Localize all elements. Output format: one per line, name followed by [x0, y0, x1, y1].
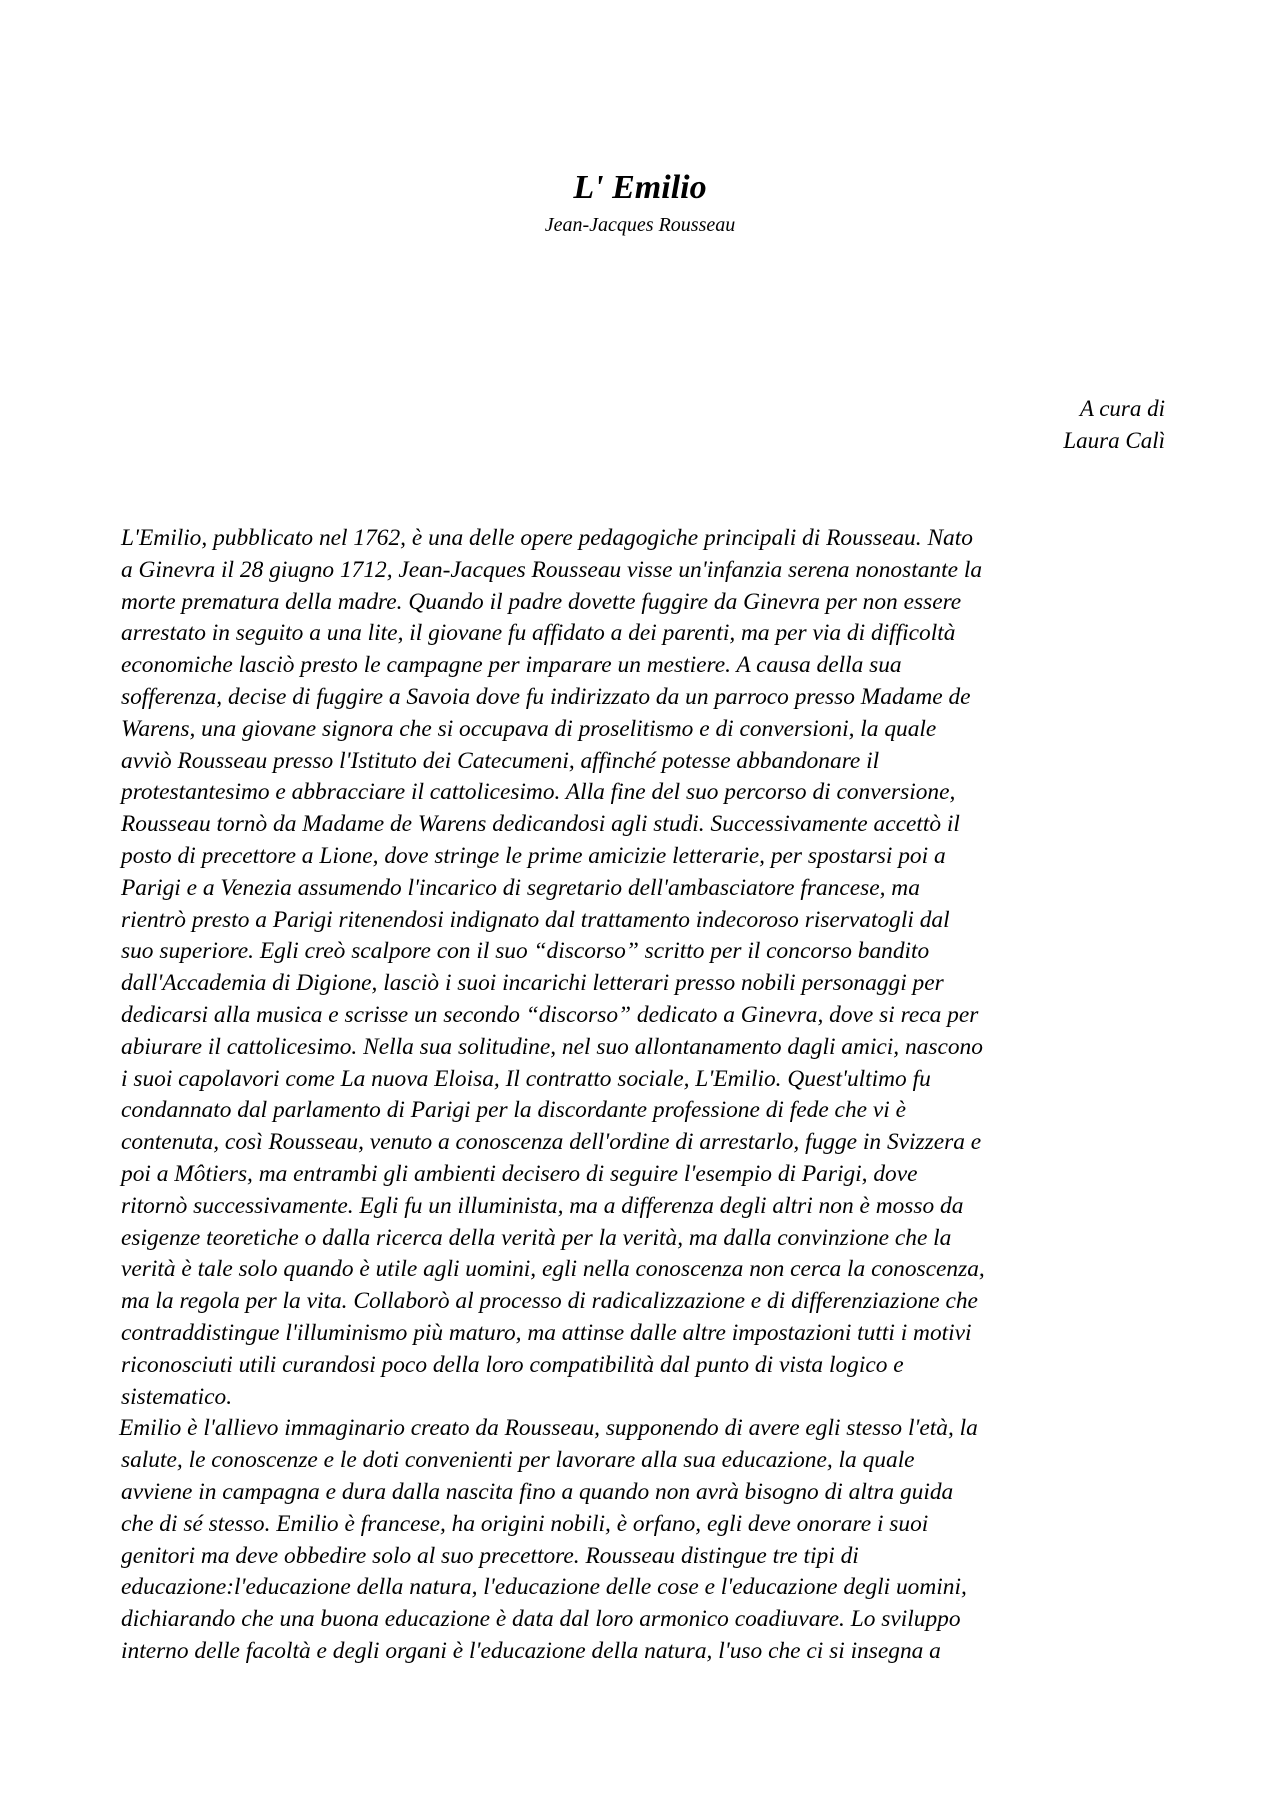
- text-line: dichiarando che una buona educazione è data dal loro armonico coadiuvare. Lo sviluppo: [121, 1606, 961, 1633]
- text-line: verità è tale solo quando è utile agli uomini, egli nella conoscenza non cerca la conoscenza,: [121, 1256, 985, 1283]
- text-line: poi a Môtiers, ma entrambi gli ambienti decisero di seguire l'esempio di Parigi, dove: [121, 1160, 918, 1187]
- document-title: L' Emilio: [573, 169, 707, 206]
- document-author: Jean-Jacques Rousseau: [544, 214, 736, 236]
- text-line: rientrò presto a Parigi ritenendosi indignato dal trattamento indecoroso riservatogli dal: [121, 906, 950, 933]
- curator-label: A cura di: [1079, 396, 1165, 421]
- text-line: riconosciuti utili curandosi poco della loro compatibilità dal punto di vista logico e: [121, 1351, 904, 1378]
- text-line: a Ginevra il 28 giugno 1712, Jean-Jacques Rousseau visse un'infanzia serena nonostante la: [121, 556, 983, 583]
- text-line: morte prematura della madre. Quando il padre dovette fuggire da Ginevra per non essere: [121, 588, 962, 615]
- text-line: contenuta, così Rousseau, venuto a conoscenza dell'ordine di arrestarlo, fugge in Svizzera e: [121, 1129, 982, 1156]
- text-line: dedicarsi alla musica e scrisse un secondo “discorso” dedicato a Ginevra, dove si reca per: [121, 1001, 979, 1028]
- text-line: avviò Rousseau presso l'Istituto dei Catecumeni, affinché potesse abbandonare il: [121, 747, 880, 774]
- text-line: Warens, una giovane signora che si occupava di proselitismo e di conversioni, la quale: [121, 715, 937, 742]
- text-line: i suoi capolavori come La nuova Eloisa, Il contratto sociale, L'Emilio. Quest'ultimo fu: [121, 1065, 931, 1092]
- text-line: economiche lasciò presto le campagne per imparare un mestiere. A causa della sua: [121, 652, 902, 679]
- text-line: suo superiore. Egli creò scalpore con il suo “discorso” scritto per il concorso bandito: [121, 938, 930, 965]
- text-line: interno delle facoltà e degli organi è l'educazione della natura, l'uso che ci si insegna a: [121, 1637, 941, 1664]
- text-line: sofferenza, decise di fuggire a Savoia dove fu indirizzato da un parroco presso Madame de: [121, 683, 971, 710]
- text-line: Emilio è l'allievo immaginario creato da Rousseau, supponendo di avere egli stesso l'età, la: [119, 1415, 978, 1442]
- text-line: salute, le conoscenze e le doti convenienti per lavorare alla sua educazione, la quale: [121, 1447, 915, 1474]
- text-line: posto di precettore a Lione, dove stringe le prime amicizie letterarie, per spostarsi poi a: [121, 842, 946, 869]
- curator-name: Laura Calì: [1063, 428, 1165, 453]
- text-line: abiurare il cattolicesimo. Nella sua solitudine, nel suo allontanamento dagli amici, nascono: [121, 1033, 983, 1060]
- text-line: ma la regola per la vita. Collaborò al processo di radicalizzazione e di differenziazione che: [121, 1288, 978, 1315]
- text-line: arrestato in seguito a una lite, il giovane fu affidato a dei parenti, ma per via di difficoltà: [121, 620, 956, 647]
- text-line: condannato dal parlamento di Parigi per la discordante professione di fede che vi è: [121, 1097, 906, 1124]
- text-line: educazione:l'educazione della natura, l'educazione delle cose e l'educazione degli uomini,: [121, 1574, 967, 1601]
- body-text: [121, 523, 1181, 1668]
- text-line: dall'Accademia di Digione, lasciò i suoi incarichi letterari presso nobili personaggi per: [121, 970, 944, 997]
- text-line: protestantesimo e abbracciare il cattolicesimo. Alla fine del suo percorso di conversione,: [121, 779, 956, 806]
- text-line: che di sé stesso. Emilio è francese, ha origini nobili, è orfano, egli deve onorare i suoi: [121, 1510, 929, 1537]
- text-line: Parigi e a Venezia assumendo l'incarico di segretario dell'ambasciatore francese, ma: [121, 874, 920, 901]
- text-line: esigenze teoretiche o dalla ricerca della verità per la verità, ma dalla convinzione che la: [121, 1224, 952, 1251]
- text-line: contraddistingue l'illuminismo più maturo, ma attinse dalle altre impostazioni tutti i motivi: [121, 1319, 972, 1346]
- text-line: ritornò successivamente. Egli fu un illuminista, ma a differenza degli altri non è mosso da: [121, 1192, 964, 1219]
- text-line: avviene in campagna e dura dalla nascita fino a quando non avrà bisogno di altra guida: [121, 1478, 954, 1505]
- text-line: L'Emilio, pubblicato nel 1762, è una delle opere pedagogiche principali di Rousseau. Nato: [121, 525, 973, 551]
- text-line: genitori ma deve obbedire solo al suo precettore. Rousseau distingue tre tipi di: [121, 1542, 859, 1569]
- text-line: sistematico.: [121, 1383, 233, 1410]
- text-line: Rousseau tornò da Madame de Warens dedicandosi agli studi. Successivamente accettò il: [121, 811, 960, 838]
- curator-block: [1063, 393, 1165, 457]
